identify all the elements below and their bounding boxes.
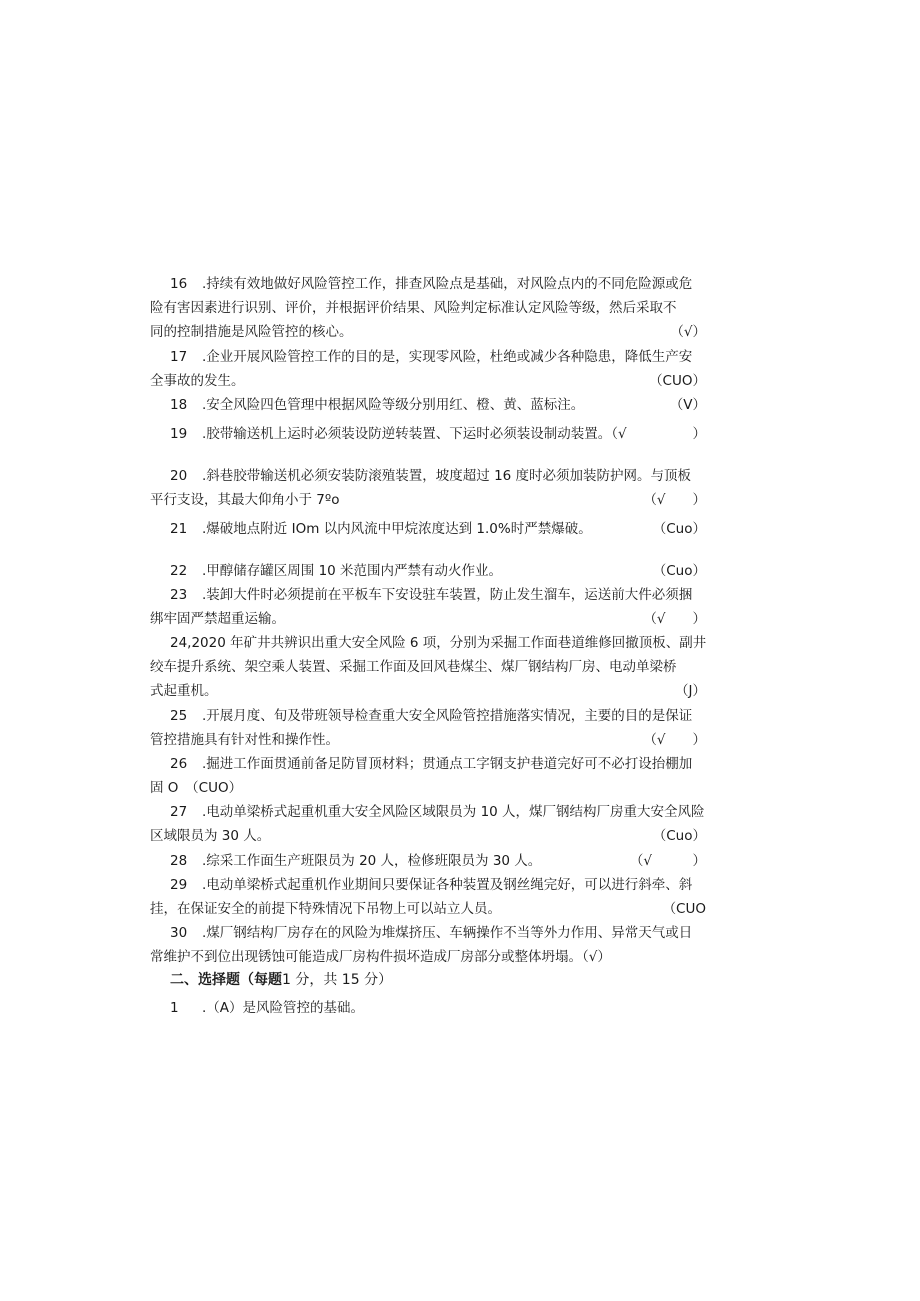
statement-line	[150, 947, 706, 967]
statement-text: 常维护不到位出现锈蚀可能造成厂房构件损坏造成厂房部分或整体坍塌。（√）	[150, 949, 611, 965]
answer-mark: （√ ）	[643, 611, 706, 627]
answer-mark: （CUO	[662, 901, 706, 917]
statement-line	[150, 274, 706, 294]
statement-line	[150, 754, 706, 774]
statement-text: .安全风险四色管理中根据风险等级分别用红、橙、黄、蓝标注。	[202, 397, 585, 413]
statement-text: .掘进工作面贯通前备足防冒顶材料；贯通点工字钢支护巷道完好可不必打设抬棚加	[202, 756, 693, 772]
statement-number: 26	[170, 756, 188, 772]
statement-line	[150, 395, 706, 415]
statement-line	[150, 730, 706, 750]
statement-line	[150, 802, 706, 822]
statement-line	[150, 322, 706, 342]
statement-number: 25	[170, 708, 188, 724]
statement-line	[150, 585, 706, 605]
statement-number: 23	[170, 587, 188, 603]
statement-line	[150, 609, 706, 629]
statement-text: .电动单梁桥式起重机作业期间只要保证各种装置及钢丝绳完好，可以进行斜牵、斜	[202, 877, 693, 893]
question-number: 1	[170, 1000, 179, 1016]
statement-number: 19	[170, 426, 188, 442]
statement-line	[150, 298, 706, 318]
statement-line	[150, 347, 706, 367]
statement-line	[150, 681, 706, 701]
section-heading	[170, 970, 392, 990]
statement-text: .电动单梁桥式起重机重大安全风险区域限员为 10 人，煤厂钢结构厂房重大安全风险	[202, 804, 705, 820]
statement-number: 29	[170, 877, 188, 893]
statement-text: .综采工作面生产班限员为 20 人，检修班限员为 30 人。	[202, 853, 542, 869]
section-score: 1 分，共 15 分）	[282, 972, 393, 988]
statement-line	[150, 657, 706, 677]
statement-line	[150, 826, 706, 846]
statement-line	[150, 778, 706, 798]
statement-text: 全事故的发生。	[150, 373, 245, 389]
statement-line	[150, 561, 706, 581]
statement-text: .甲醇储存罐区周围 10 米范围内严禁有动火作业。	[202, 563, 503, 579]
choice-question	[150, 998, 706, 1018]
statement-number: 18	[170, 397, 188, 413]
statement-text: 固 O （CUO）	[150, 780, 243, 796]
statement-text: .装卸大件时必须提前在平板车下安设驻车装置，防止发生溜车，运送前大件必须捆	[202, 587, 693, 603]
statement-text: 平行支设，其最大仰角小于 7ºo	[150, 492, 340, 508]
statement-text: 区域限员为 30 人。	[150, 828, 271, 844]
statement-text: .煤厂钢结构厂房存在的风险为堆煤挤压、车辆操作不当等外力作用、异常天气或日	[202, 925, 693, 941]
statement-line	[150, 706, 706, 726]
answer-mark: （√ ）	[643, 492, 706, 508]
statement-line	[150, 875, 706, 895]
statement-line	[150, 424, 706, 444]
answer-mark: （Cuo）	[652, 563, 706, 579]
statement-line	[150, 466, 706, 486]
statement-number: 17	[170, 349, 188, 365]
section-title: 二、选择题（每题	[170, 972, 282, 988]
answer-mark: ）	[692, 426, 706, 442]
statement-line	[150, 851, 706, 871]
answer-mark: （√）	[670, 324, 706, 340]
statement-text: 挂，在保证安全的前提下特殊情况下吊物上可以站立人员。	[150, 901, 501, 917]
statement-line	[150, 923, 706, 943]
statement-text: 绞车提升系统、架空乘人装置、采掘工作面及回风巷煤尘、煤厂钢结构厂房、电动单梁桥	[150, 659, 677, 675]
statement-text: .开展月度、旬及带班领导检查重大安全风险管控措施落实情况，主要的目的是保证	[202, 708, 693, 724]
statement-text: .爆破地点附近 IOm 以内风流中甲烷浓度达到 1.0%时严禁爆破。	[202, 521, 592, 537]
statement-text: .持续有效地做好风险管控工作，排查风险点是基础，对风险点内的不同危险源或危	[202, 276, 693, 292]
statement-text: .斜巷胶带输送机必须安装防滚殖装置，坡度超过 16 度时必须加装防护网。与顶板	[202, 468, 692, 484]
answer-mark: （√ ）	[643, 732, 706, 748]
answer-mark: （V）	[669, 397, 706, 413]
statement-number: 28	[170, 853, 188, 869]
statement-line	[150, 519, 706, 539]
statement-text: 同的控制措施是风险管控的核心。	[150, 324, 353, 340]
answer-mark: （Cuo）	[652, 521, 706, 537]
statement-text: 绑牢固严禁超重运输。	[150, 611, 285, 627]
answer-mark: （√ ）	[629, 853, 706, 869]
answer-mark: （Cuo）	[652, 828, 706, 844]
question-text: .（A）是风险管控的基础。	[202, 1000, 365, 1016]
statement-line	[150, 371, 706, 391]
statement-line	[150, 899, 706, 919]
answer-mark: （J）	[675, 683, 706, 699]
statement-text: 险有害因素进行识别、评价，并根据评价结果、风险判定标准认定风险等级，然后采取不	[150, 300, 677, 316]
statement-text: 24,2020 年矿井共辨识出重大安全风险 6 项，分别为采掘工作面巷道维修回撤顶板、副井	[170, 635, 707, 651]
statement-number: 27	[170, 804, 188, 820]
statement-number: 16	[170, 276, 188, 292]
statement-number: 20	[170, 468, 188, 484]
statement-text: .胶带输送机上运时必须装设防逆转装置、下运时必须装设制动装置。（√	[202, 426, 627, 442]
answer-mark: （CUO）	[649, 373, 706, 389]
statement-number: 21	[170, 521, 188, 537]
statement-number: 22	[170, 563, 188, 579]
statement-text: .企业开展风险管控工作的目的是，实现零风险，杜绝或减少各种隐患，降低生产安	[202, 349, 693, 365]
statement-line	[150, 633, 706, 653]
statement-text: 管控措施具有针对性和操作性。	[150, 732, 339, 748]
statement-text: 式起重机。	[150, 683, 218, 699]
statement-line	[150, 490, 706, 510]
statement-number: 30	[170, 925, 188, 941]
